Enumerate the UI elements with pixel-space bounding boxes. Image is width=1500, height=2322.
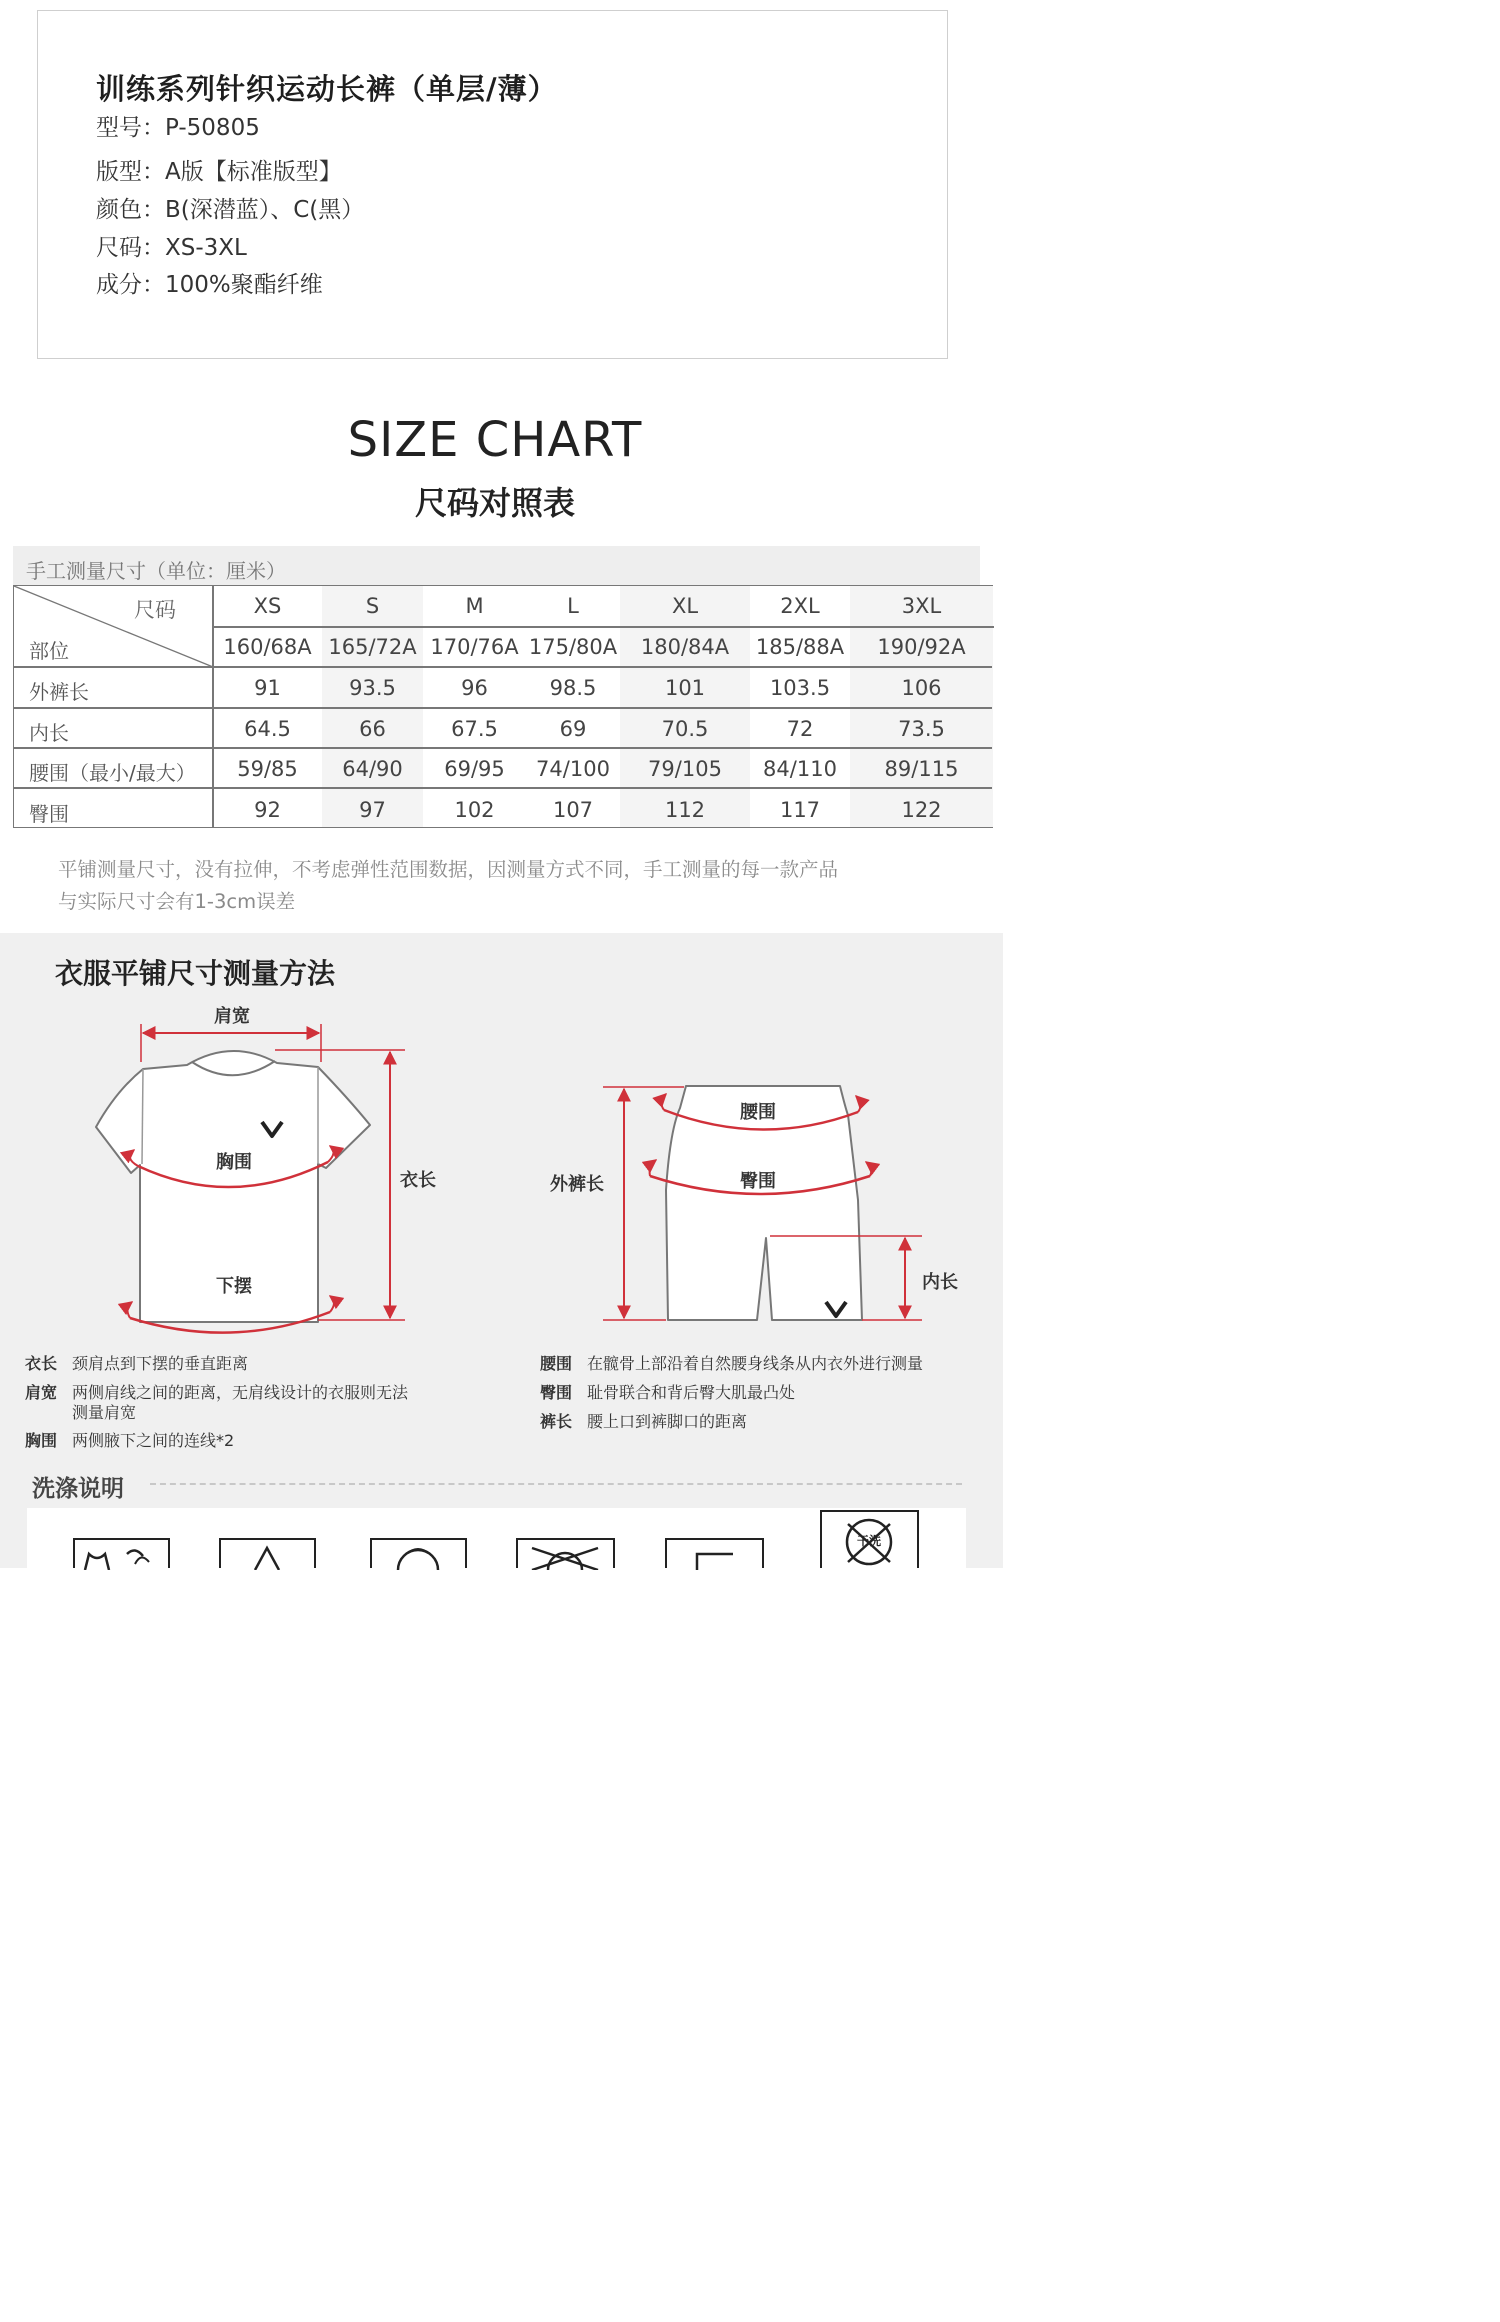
product-info-box — [37, 10, 948, 359]
table-cell: 102 — [454, 798, 495, 822]
hem-label: 下摆 — [216, 1276, 252, 1297]
no-dry-clean-icon — [820, 1510, 919, 1568]
table-caption — [13, 546, 980, 586]
size-table — [13, 585, 993, 828]
table-cell: 92 — [254, 798, 281, 822]
table-cell: 97 — [359, 798, 386, 822]
table-cell: 70.5 — [661, 717, 709, 741]
definition-pants-length: 裤长 腰上口到裤脚口的距离 — [540, 1412, 748, 1431]
product-material: 成分：100%聚酯纤维 — [96, 272, 323, 298]
table-cell: 98.5 — [549, 676, 597, 700]
table-cell: 107 — [552, 798, 594, 822]
table-caption-text: 手工测量尺寸（单位：厘米） — [26, 559, 286, 583]
definition-chest: 胸围 两侧腋下之间的连线*2 — [25, 1431, 235, 1450]
size-spec: 160/68A — [223, 635, 312, 659]
no-bleach-icon — [219, 1538, 316, 1568]
washing-divider — [150, 1483, 962, 1485]
size-spec: 190/92A — [877, 635, 966, 659]
shoulder-label: 肩宽 — [214, 1006, 250, 1027]
table-cell: 117 — [779, 798, 821, 822]
size-header: S — [365, 594, 380, 618]
table-cell: 93.5 — [349, 676, 396, 700]
table-cell: 89/115 — [884, 757, 959, 781]
definition-shoulder: 肩宽 两侧肩线之间的距离，无肩线设计的衣服则无法 — [25, 1383, 409, 1402]
table-cell: 73.5 — [898, 717, 945, 741]
outseam-label: 外裤长 — [550, 1174, 604, 1195]
table-cell: 112 — [664, 798, 706, 822]
size-spec: 175/80A — [528, 635, 618, 659]
table-cell: 106 — [901, 676, 942, 700]
table-cell: 67.5 — [451, 717, 498, 741]
chest-label: 胸围 — [216, 1152, 252, 1173]
table-cell: 84/110 — [763, 757, 837, 781]
table-cell: 79/105 — [648, 757, 722, 781]
product-title: 训练系列针织运动长裤（单层/薄） — [96, 72, 558, 106]
size-chart-subtitle: 尺码对照表 — [414, 484, 575, 522]
product-sizes: 尺码：XS-3XL — [96, 235, 247, 261]
measurement-title: 衣服平铺尺寸测量方法 — [55, 957, 336, 990]
table-cell: 69/95 — [444, 757, 505, 781]
measurement-diagram — [0, 990, 1003, 1340]
definition-hip: 臀围 耻骨联合和背后臀大肌最凸处 — [540, 1383, 796, 1402]
table-divider — [14, 707, 992, 709]
size-chart-title: SIZE CHART — [347, 412, 643, 468]
product-model: 型号：P-50805 — [96, 115, 260, 141]
table-divider — [14, 787, 992, 789]
size-spec: 185/88A — [755, 635, 845, 659]
row-label-outseam: 外裤长 — [29, 680, 89, 704]
waist-label: 腰围 — [740, 1102, 776, 1123]
table-cell: 64.5 — [244, 717, 291, 741]
size-header: 2XL — [780, 594, 820, 618]
hand-wash-icon — [73, 1538, 170, 1568]
table-divider — [14, 747, 992, 749]
table-cell: 59/85 — [237, 757, 298, 781]
table-cell: 72 — [786, 717, 814, 741]
size-header: XL — [671, 594, 699, 618]
row-label-waist: 腰围（最小/最大） — [29, 761, 196, 785]
table-cell: 64/90 — [342, 757, 403, 781]
row-label-inseam: 内长 — [29, 721, 69, 745]
product-colors: 颜色：B(深潜蓝）、C(黑） — [96, 197, 365, 223]
size-spec: 165/72A — [328, 635, 417, 659]
corner-part-label: 部位 — [29, 639, 69, 663]
size-spec: 170/76A — [430, 635, 519, 659]
measurement-note-line2: 与实际尺寸会有1-3cm误差 — [58, 890, 296, 913]
dry-clean-text: 干洗 — [856, 1534, 882, 1548]
table-cell: 101 — [664, 676, 706, 700]
size-header: 3XL — [901, 594, 942, 618]
table-cell: 74/100 — [536, 757, 610, 781]
length-label: 衣长 — [400, 1170, 436, 1191]
size-spec: 180/84A — [640, 635, 730, 659]
table-cell: 69 — [559, 717, 587, 741]
table-cell: 91 — [254, 676, 281, 700]
washing-title: 洗涤说明 — [32, 1476, 124, 1502]
row-label-hip: 臀围 — [29, 802, 69, 826]
table-cell: 66 — [359, 717, 386, 741]
table-cell: 96 — [461, 676, 488, 700]
product-fit: 版型：A版【标准版型】 — [96, 159, 342, 185]
definition-shoulder-cont: 测量肩宽 — [72, 1403, 137, 1422]
table-cell: 103.5 — [769, 676, 831, 700]
table-cell: 122 — [901, 798, 942, 822]
corner-size-label: 尺码 — [134, 598, 176, 622]
definition-length: 衣长 颈肩点到下摆的垂直距离 — [25, 1354, 249, 1373]
measurement-note-line1: 平铺测量尺寸，没有拉伸，不考虑弹性范围数据，因测量方式不同，手工测量的每一款产品 — [58, 858, 839, 881]
inseam-label: 内长 — [922, 1272, 958, 1293]
tumble-dry-icon — [370, 1538, 467, 1568]
definition-waist: 腰围 在髋骨上部沿着自然腰身线条从内衣外进行测量 — [540, 1354, 924, 1373]
size-header: XS — [253, 594, 282, 618]
size-header: M — [465, 594, 484, 618]
no-tumble-dry-icon — [516, 1538, 615, 1568]
table-divider — [213, 626, 994, 628]
size-header: L — [567, 594, 579, 618]
iron-icon — [665, 1538, 764, 1568]
hip-label: 臀围 — [740, 1171, 776, 1192]
